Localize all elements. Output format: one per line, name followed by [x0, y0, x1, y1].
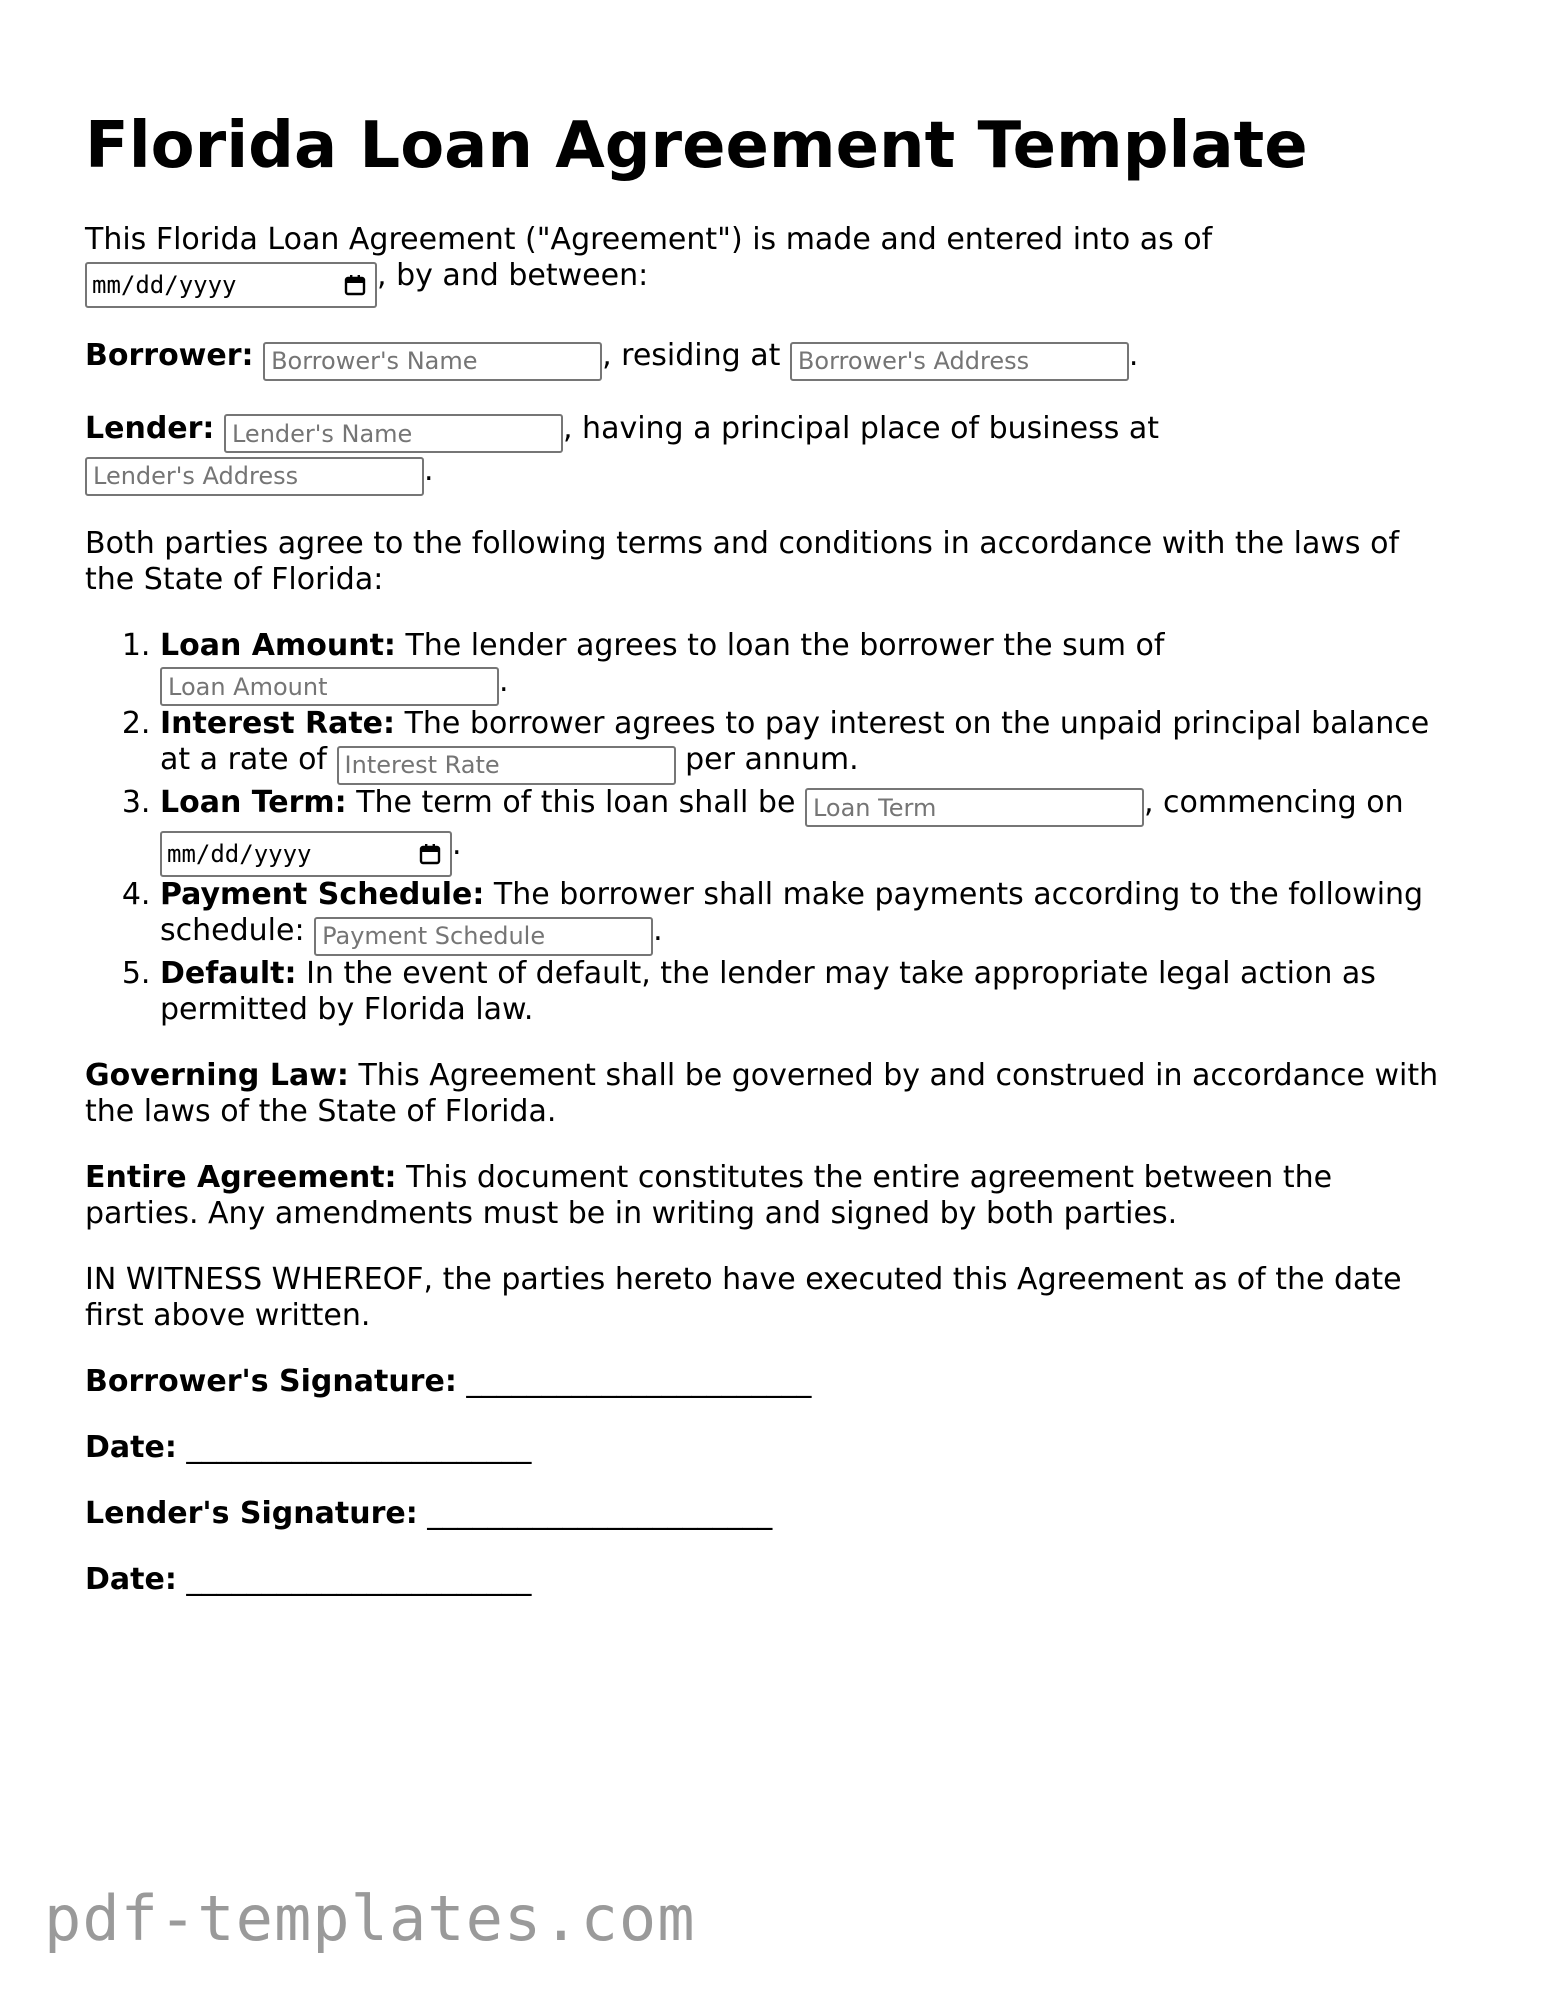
lender-end: . [424, 453, 434, 488]
calendar-icon[interactable] [343, 273, 367, 297]
agreement-date-placeholder: mm/dd/yyyy [92, 271, 237, 299]
entire-agreement-paragraph [85, 1160, 1455, 1232]
loan-term-input[interactable] [805, 788, 1144, 827]
borrower-end: . [1128, 338, 1139, 373]
lender-name-input[interactable] [224, 414, 563, 453]
borrower-signature-blank: _______________________ [466, 1363, 812, 1399]
loan-amount-text: The lender agrees to loan the borrower the sum of [405, 627, 1165, 663]
intro-paragraph [85, 222, 1455, 308]
governing-law-paragraph [85, 1058, 1455, 1130]
borrower-address-input[interactable] [790, 342, 1129, 381]
agreement-date-input[interactable] [85, 262, 377, 308]
document [85, 100, 1455, 1628]
payment-schedule-end: . [653, 913, 663, 948]
borrower-date-line [85, 1430, 1455, 1466]
default-text: In the event of default, the lender may take appropriate legal action as permitted by Florida law. [160, 955, 1376, 1027]
watermark: pdf-templates.com [44, 1882, 696, 1955]
borrower-date-label: Date: [85, 1429, 177, 1465]
lender-date-line [85, 1562, 1455, 1598]
signature-block [85, 1364, 1455, 1598]
interest-rate-label: Interest Rate: [160, 706, 396, 741]
lender-mid-text: , having a principal place of business at [562, 410, 1160, 446]
default-label: Default: [160, 955, 297, 991]
term-interest-rate [160, 706, 1455, 785]
borrower-mid-text: , residing at [602, 338, 781, 373]
intro-text: This Florida Loan Agreement ("Agreement") is made and entered into as of [85, 222, 1213, 257]
page-title: Florida Loan Agreement Template [85, 109, 1308, 183]
governing-law-label: Governing Law: [85, 1057, 349, 1093]
lender-line [85, 411, 1455, 496]
loan-amount-end: . [499, 663, 509, 699]
governing-law-text: This Agreement shall be governed by and construed in accordance with the laws of the State of Florida. [85, 1057, 1439, 1129]
borrower-signature-label: Borrower's Signature: [85, 1363, 457, 1399]
borrower-label: Borrower: [85, 338, 254, 373]
interest-rate-input[interactable] [337, 746, 676, 785]
payment-schedule-input[interactable] [314, 917, 653, 956]
entire-agreement-label: Entire Agreement: [85, 1159, 397, 1195]
loan-start-date-placeholder: mm/dd/yyyy [167, 840, 312, 868]
witness-paragraph: IN WITNESS WHEREOF, the parties hereto have executed this Agreement as of the date first above written. [85, 1261, 1402, 1333]
loan-amount-label: Loan Amount: [160, 627, 396, 663]
borrower-signature-line [85, 1364, 1455, 1400]
interest-rate-text: The borrower agrees to pay interest on the unpaid principal balance at a rate of [160, 706, 1430, 777]
lender-signature-label: Lender's Signature: [85, 1495, 418, 1531]
interest-rate-end: per annum. [685, 742, 859, 777]
term-loan-term [160, 785, 1455, 878]
loan-term-label: Loan Term: [160, 784, 347, 820]
intro-suffix: , by and between: [377, 258, 649, 293]
loan-amount-input[interactable] [160, 667, 499, 706]
term-default [160, 956, 1455, 1028]
borrower-line [85, 338, 1455, 381]
lender-signature-blank: _______________________ [427, 1495, 773, 1531]
payment-schedule-text: The borrower shall make payments according to the following schedule: [160, 877, 1424, 948]
term-payment-schedule [160, 877, 1455, 956]
lender-label: Lender: [85, 410, 215, 446]
borrower-date-blank: _______________________ [186, 1429, 532, 1465]
loan-term-mid-text: , commencing on [1143, 784, 1404, 820]
calendar-icon[interactable] [418, 842, 442, 866]
loan-start-date-input[interactable] [160, 831, 452, 877]
lender-date-label: Date: [85, 1561, 177, 1597]
entire-agreement-text: This document constitutes the entire agreement between the parties. Any amendments must be in writing and signed by both parties. [85, 1159, 1333, 1231]
term-loan-amount [160, 628, 1455, 707]
borrower-name-input[interactable] [263, 342, 602, 381]
loan-term-text: The term of this loan shall be [356, 784, 796, 820]
terms-list [85, 628, 1455, 1028]
agreement-text: Both parties agree to the following terms and conditions in accordance with the laws of the State of Florida: [85, 525, 1400, 597]
lender-signature-line [85, 1496, 1455, 1532]
payment-schedule-label: Payment Schedule: [160, 877, 485, 912]
lender-address-input[interactable] [85, 457, 424, 496]
loan-term-end: . [452, 827, 462, 862]
lender-date-blank: _______________________ [186, 1561, 532, 1597]
